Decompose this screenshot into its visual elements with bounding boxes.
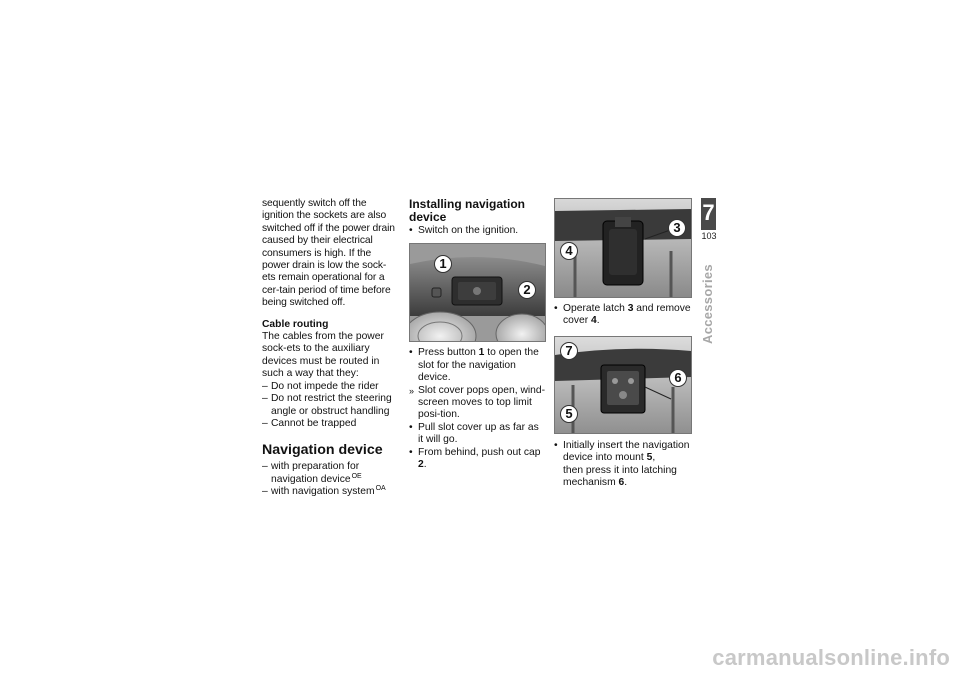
step-insert-device: • Initially insert the navigation device into mount 5, then press it into latching mechanism 6. (554, 440, 692, 490)
watermark: carmanualsonline.info (712, 645, 950, 670)
list-item: – Do not impede the rider (262, 381, 398, 393)
column-middle (409, 198, 546, 471)
cable-routing-heading: Cable routing (262, 318, 329, 330)
list-item: – with navigation system$^{OA}$ (262, 486, 398, 498)
navigation-variants-list (262, 461, 398, 498)
photo-mount (554, 336, 692, 434)
intro-paragraph: sequently switch off the ignition the sockets are also switched off if the power drain caused by their electrical consumers is high. If the power drain is low the sock-ets remain operational for a cer-tain period of time before being switched off. (262, 198, 395, 309)
step-press-button: • Press button 1 to open the slot for the navigation device. (409, 347, 546, 384)
step-operate-latch: • Operate latch 3 and remove cover 4. (554, 303, 692, 328)
list-item: – Do not restrict the steering angle or obstruct handling (262, 393, 398, 418)
list-item: – Cannot be trapped (262, 418, 398, 430)
page-number: 103 (701, 231, 717, 241)
callout-4: 4 (560, 242, 578, 260)
step-switch-on: • Switch on the ignition. (409, 225, 546, 237)
column-right (554, 198, 692, 489)
column-left (262, 198, 398, 499)
result-slot-cover: » Slot cover pops open, wind-screen moves to top limit posi-tion. (409, 385, 546, 422)
photo-latch-cover (554, 198, 692, 298)
navigation-device-heading: Navigation device (262, 442, 383, 459)
cable-routing-list (262, 381, 398, 431)
option-badge-oa: OA (375, 485, 386, 493)
callout-6: 6 (669, 369, 687, 387)
callout-7: 7 (560, 342, 578, 360)
installing-heading: Installing navigation device (409, 197, 526, 224)
option-badge-oe: OE (351, 472, 362, 480)
callout-2: 2 (518, 281, 536, 299)
step-pull-cover: • Pull slot cover up as far as it will go. (409, 422, 546, 447)
step-push-cap: • From behind, push out cap 2. (409, 447, 546, 472)
chapter-title: Accessories (700, 264, 715, 344)
cable-routing-text: The cables from the power sock-ets to the auxiliary devices must be routed in such a way that they: (262, 331, 384, 380)
chapter-number: 7 (701, 198, 716, 230)
callout-3: 3 (668, 219, 686, 237)
photo-cockpit-slot (409, 243, 546, 342)
callout-1: 1 (434, 255, 452, 273)
list-item: – with preparation for navigation device$^{OE}$ (262, 461, 398, 486)
callout-5: 5 (560, 405, 578, 423)
